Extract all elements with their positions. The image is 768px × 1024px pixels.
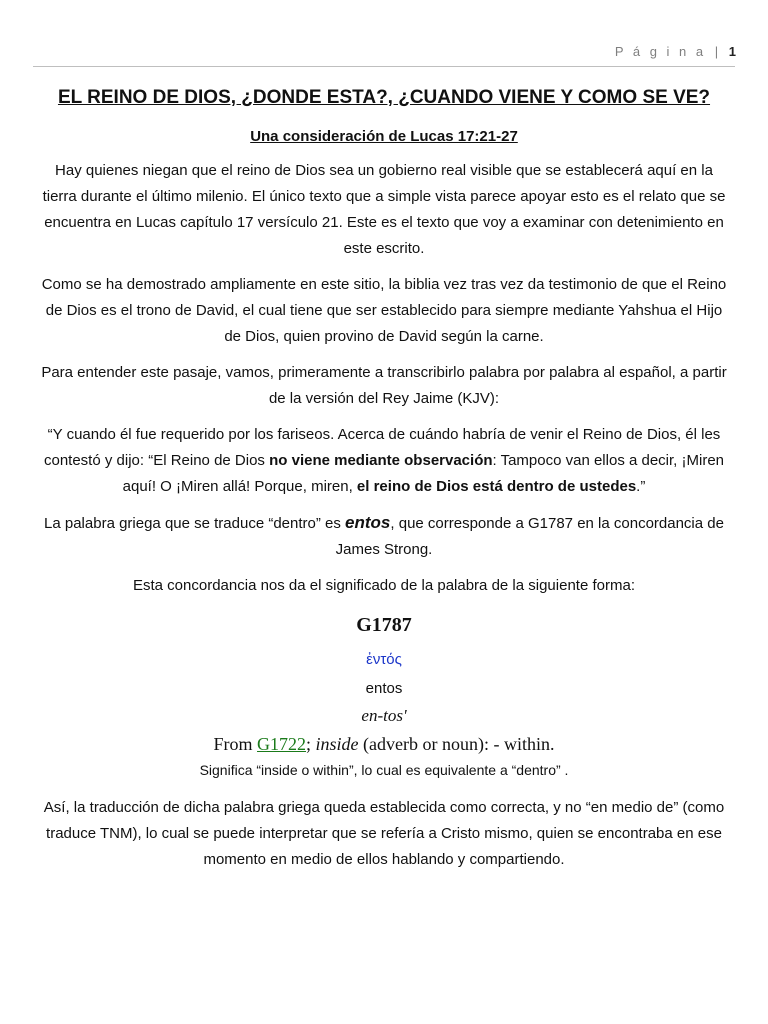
- meaning-line: Significa “inside o within”, lo cual es equivalente a “dentro” .: [199, 762, 569, 778]
- def-semicolon: ;: [306, 734, 316, 754]
- paragraph-intro: Hay quienes niegan que el reino de Dios sea un gobierno real visible que se establecerá aquí en la tierra durante el último milenio. El único texto que a simple vista parece apoyar esto es el relato que se encuentra en Lucas capítulo 17 versículo 21. Este es el texto que voy a examinar con detenimiento en este escrito.: [42, 162, 726, 257]
- strongs-entry: [36, 609, 732, 759]
- quote-bold-2: el reino de Dios está dentro de ustedes: [356, 478, 637, 495]
- greek-word-after: , que corresponde a G1787 en la concordancia de James Strong.: [335, 515, 724, 558]
- paragraph-conclusion: Así, la traducción de dicha palabra griega queda establecida como correcta, y no “en medio de” (como traduce TNM), lo cual se puede interpretar que se refería a Cristo mismo, quien se encontraba en ese momento en medio de ellos hablando y compartiendo.: [43, 799, 725, 868]
- quote-part-3: .”: [636, 478, 646, 495]
- paragraph-kingdom-david: Como se ha demostrado ampliamente en este sitio, la biblia vez tras vez da testimonio de que el Reino de Dios es el trono de David, el cual tiene que ser establecido para siempre mediante Yahshua el Hijo de Dios, quien provino de David según la carne.: [41, 276, 727, 345]
- header-divider: [33, 66, 735, 67]
- page-number: 1: [728, 44, 736, 59]
- def-rest: (adverb or noun): - within.: [358, 734, 555, 754]
- strongs-code: G1787: [356, 614, 412, 636]
- strongs-pronunciation: en-tos': [361, 706, 407, 725]
- document-body: [36, 84, 732, 883]
- strongs-definition: [36, 729, 732, 759]
- quote-bold-1: no viene mediante observación: [269, 452, 493, 469]
- def-inside: inside: [315, 734, 359, 754]
- def-from: From: [213, 734, 258, 754]
- paragraph-greek-word: [36, 510, 732, 563]
- strongs-link-g1722[interactable]: G1722: [257, 734, 307, 754]
- quote-part-1: “Y cuando él fue requerido por los fariseos. Acerca de cuándo habría de venir el Reino de Dios, él les contestó y dijo: “El Reino de Dios: [43, 426, 721, 469]
- paragraph-concordance-intro: Esta concordancia nos da el significado de la palabra de la siguiente forma:: [133, 577, 635, 594]
- paragraph-quote: [36, 422, 732, 500]
- paragraph-transcription-intro: Para entender este pasaje, vamos, primeramente a transcribirlo palabra por palabra al español, a partir de la versión del Rey Jaime (KJV):: [41, 364, 727, 407]
- strongs-greek-word: ἐντός: [366, 651, 402, 668]
- document-title: EL REINO DE DIOS, ¿DONDE ESTA?, ¿CUANDO VIENE Y COMO SE VE?: [57, 87, 711, 108]
- greek-word-before: La palabra griega que se traduce “dentro” es: [44, 515, 346, 532]
- strongs-transliteration: entos: [365, 680, 403, 697]
- greek-word-entos: entos: [345, 513, 391, 532]
- page-separator: |: [714, 44, 719, 59]
- document-subtitle: Una consideración de Lucas 17:21-27: [250, 128, 518, 145]
- quote-part-2: : Tampoco van ellos a decir, ¡Miren aquí! O ¡Miren allá! Porque, miren,: [122, 452, 725, 495]
- page-label: P á g i n a: [614, 44, 707, 59]
- page-number-header: [615, 44, 736, 59]
